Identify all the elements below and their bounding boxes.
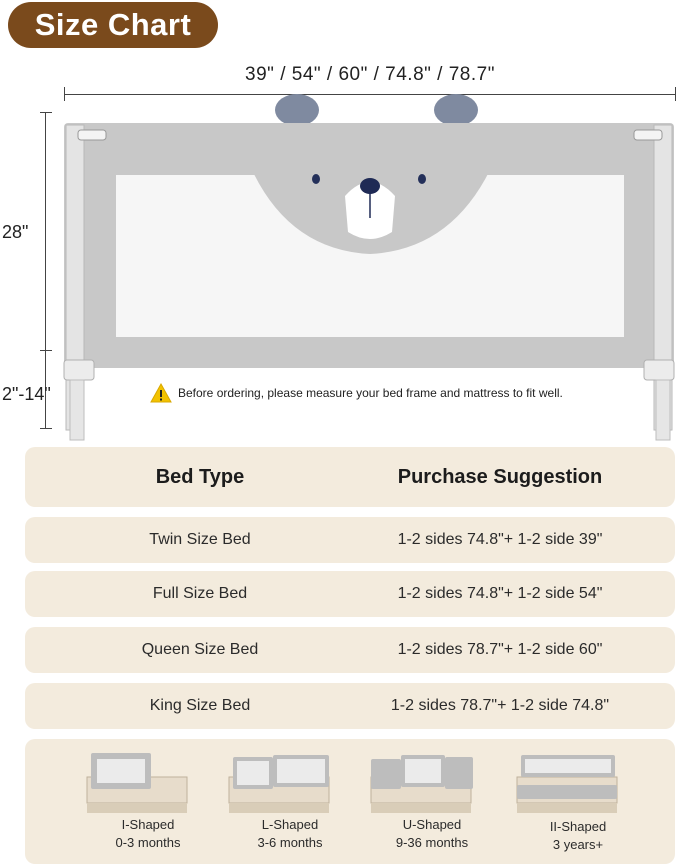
header-purchase-suggestion: Purchase Suggestion — [397, 465, 603, 488]
shape-name: L-Shaped — [261, 817, 319, 832]
shape-age: 0-3 months — [115, 835, 181, 850]
warning-icon — [150, 383, 172, 403]
table-row — [25, 683, 675, 729]
suggestion-cell: 1-2 sides 74.8"+ 1-2 side 54" — [397, 585, 603, 602]
shape-name: I-Shaped — [121, 817, 175, 832]
width-dimension-label: 39" / 54" / 60" / 74.8" / 78.7" — [245, 64, 495, 85]
shape-i-shaped — [73, 739, 223, 864]
shape-age: 9-36 months — [395, 835, 469, 850]
shape-age: 3-6 months — [257, 835, 323, 850]
suggestion-cell: 1-2 sides 74.8"+ 1-2 side 39" — [397, 531, 603, 548]
suggestion-cell: 1-2 sides 78.7"+ 1-2 side 74.8" — [390, 697, 610, 714]
table-row — [25, 627, 675, 673]
table-row — [25, 517, 675, 563]
bed-type-cell: King Size Bed — [149, 697, 251, 714]
shape-name: U-Shaped — [402, 817, 462, 832]
table-row — [25, 571, 675, 617]
shape-ii-shaped — [503, 739, 653, 864]
suggestion-cell: 1-2 sides 78.7"+ 1-2 side 60" — [397, 641, 603, 658]
adjust-dimension-label: 2"-14" — [2, 384, 51, 404]
header-bed-type: Bed Type — [155, 465, 245, 488]
size-chart-title: Size Chart — [8, 2, 218, 48]
shape-age: 3 years+ — [552, 837, 604, 852]
table-header-row — [25, 447, 675, 507]
bed-type-cell: Twin Size Bed — [149, 531, 251, 548]
ii-shaped-rail-illustration — [513, 747, 623, 817]
height-dimension-label: 28" — [2, 222, 29, 242]
shape-u-shaped — [357, 739, 507, 864]
u-shaped-rail-illustration — [367, 747, 477, 817]
bed-type-cell: Full Size Bed — [152, 585, 248, 602]
shape-l-shaped — [215, 739, 365, 864]
i-shaped-rail-illustration — [83, 747, 193, 817]
measure-warning — [150, 383, 620, 403]
shape-name: II-Shaped — [549, 819, 607, 834]
warning-text: Before ordering, please measure your bed frame and mattress to fit well. — [178, 386, 563, 400]
configuration-shapes-panel — [25, 739, 675, 864]
l-shaped-rail-illustration — [225, 747, 335, 817]
bed-type-cell: Queen Size Bed — [141, 641, 259, 658]
